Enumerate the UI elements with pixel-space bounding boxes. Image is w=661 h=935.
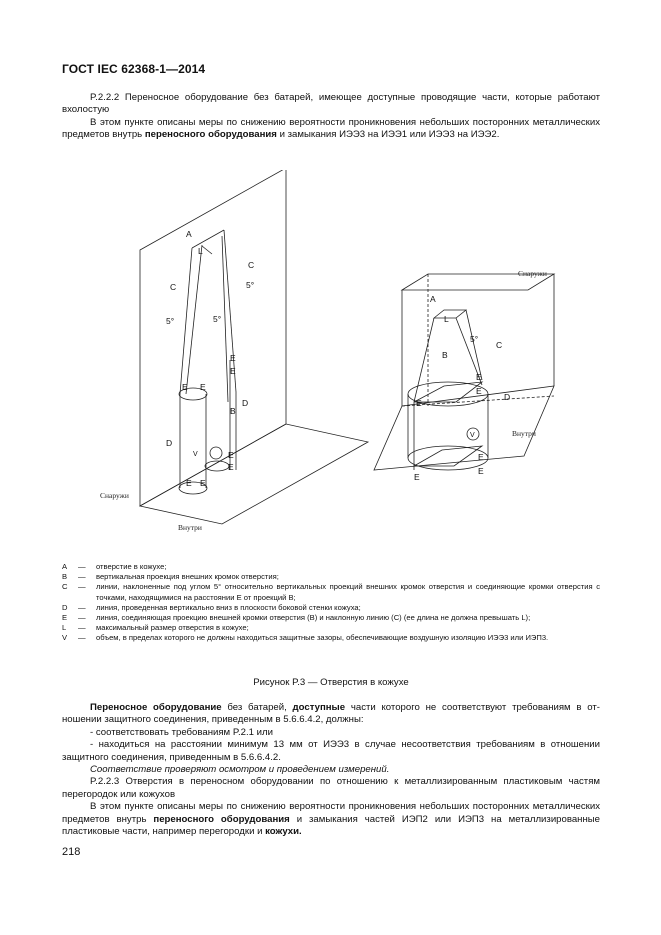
left-floor-plane	[140, 424, 368, 524]
label-E-right-5: E	[478, 466, 484, 476]
requirements-item-2: - находиться на расстоянии минимум 13 мм от ИЭЭ3 в случае несоответствия требованиям в отношении защитного соединения, приведенным в 5.6.6.4.2.	[62, 739, 600, 763]
label-B-left: B	[230, 406, 236, 416]
requirements-intro: Переносное оборудование без батарей, доступные части которого не соответствуют требованиям в отношении защитного соединения, приведенным в 5.6.6.4.2, должны:	[62, 702, 600, 726]
label-E-left-6: E	[228, 462, 234, 472]
figure-legend	[62, 562, 600, 644]
label-C-left: C	[170, 282, 177, 292]
section-p222-heading: P.2.2.2 Переносное оборудование без батарей, имеющее доступные проводящие части, которые работают вхолостую	[62, 92, 600, 116]
label-C-left-right: C	[248, 260, 255, 270]
label-B-right: B	[442, 350, 448, 360]
document-header: ГОСТ IEC 62368-1—2014	[62, 62, 206, 76]
requirements-item-1: - соответствовать требованиям P.2.1 или	[90, 726, 273, 738]
label-A-left: A	[186, 229, 192, 239]
right-floor-plane	[374, 386, 554, 470]
legend-item-A: A — отверстие в кожухе;	[62, 562, 167, 571]
label-A-right: A	[430, 294, 436, 304]
label-E-right-1: E	[476, 372, 482, 382]
legend-item-B: B — вертикальная проекция внешних кромок отверстия;	[62, 572, 279, 582]
label-angle-right: 5°	[470, 334, 479, 344]
section-p222	[62, 92, 600, 142]
label-E-left-2: E	[230, 366, 236, 376]
section-portable-requirements	[62, 702, 600, 838]
page-number: 218	[62, 846, 81, 858]
label-E-right-6: E	[414, 472, 420, 482]
label-V-left: V	[193, 451, 198, 458]
label-L-left: L	[198, 246, 203, 256]
legend-item-C: C — линии, наклоненные под углом 5° относительно вертикальных проекций внешних кромок отверстия и соединяющие кромки отверстия с точками, находящимися на расстоянии E от проекций B;	[62, 582, 600, 602]
label-E-left-1: E	[230, 353, 236, 363]
label-E-left-4: E	[200, 382, 206, 392]
label-D-left: D	[166, 438, 173, 448]
legend-item-L: L — максимальный размер отверстия в кожухе;	[62, 623, 249, 633]
legend-item-V: V — объем, в пределах которого не должны находиться защитные зазоры, обеспечивающие воздушную изоляцию ИЭЭ3 или ИЭП3.	[62, 633, 549, 643]
label-V-right: V	[470, 432, 475, 439]
legend-item-E: E — линия, соединяющая проекцию внешней кромки отверстия (B) и наклонную линию (C) (ее длина не должна превышать L);	[62, 613, 531, 623]
label-E-left-3: E	[182, 382, 188, 392]
label-angle-left-a: 5°	[166, 316, 175, 326]
section-p222-body: В этом пункте описаны меры по снижению вероятности проникновения небольших посторонних металлических предметов внутрь переносного оборудования и замыкания ИЭЭ3 на ИЭЭ1 или ИЭЭ3 на ИЭЭ2.	[62, 116, 600, 141]
compliance-note: Соответствие проверяют осмотром и проведением измерений.	[90, 764, 390, 776]
label-outside-right: Снаружи	[518, 269, 547, 278]
figure-p3-drawing	[62, 170, 600, 545]
label-angle-left-b: 5°	[213, 314, 222, 324]
label-E-left-7: E	[186, 478, 192, 488]
label-L-right: L	[444, 314, 449, 324]
label-E-right-2: E	[476, 386, 482, 396]
section-p223-heading: P.2.2.3 Отверстия в переносном оборудовании по отношению к металлизированным пластиковым частям перегородок или кожухов	[62, 776, 600, 800]
label-E-left-8: E	[200, 478, 206, 488]
label-C-right: C	[496, 340, 503, 350]
label-D-left-right: D	[242, 398, 249, 408]
label-outside-left: Снаружи	[100, 491, 129, 500]
label-E-right-4: E	[478, 452, 484, 462]
left-wall-plane	[140, 170, 286, 506]
label-inside-left: Внутри	[178, 523, 202, 532]
label-E-left-5: E	[228, 450, 234, 460]
section-p223-body: В этом пункте описаны меры по снижению вероятности проникновения небольших посторонних металлических предметов внутрь переносного оборудования и замыкания частей ИЭП2 или ИЭП3 на металлизированные пластиковые части, например перегородки и кожухи.	[62, 801, 600, 838]
label-D-right: D	[504, 392, 511, 402]
label-angle-left-top: 5°	[246, 280, 255, 290]
label-inside-right: Внутри	[512, 429, 536, 438]
figure-caption: Рисунок P.3 — Отверстия в кожухе	[253, 677, 409, 688]
label-E-right-3: E	[416, 398, 422, 408]
figure-p3	[62, 170, 600, 545]
legend-item-D: D — линия, проведенная вертикально вниз в плоскости боковой стенки кожуха;	[62, 602, 361, 612]
